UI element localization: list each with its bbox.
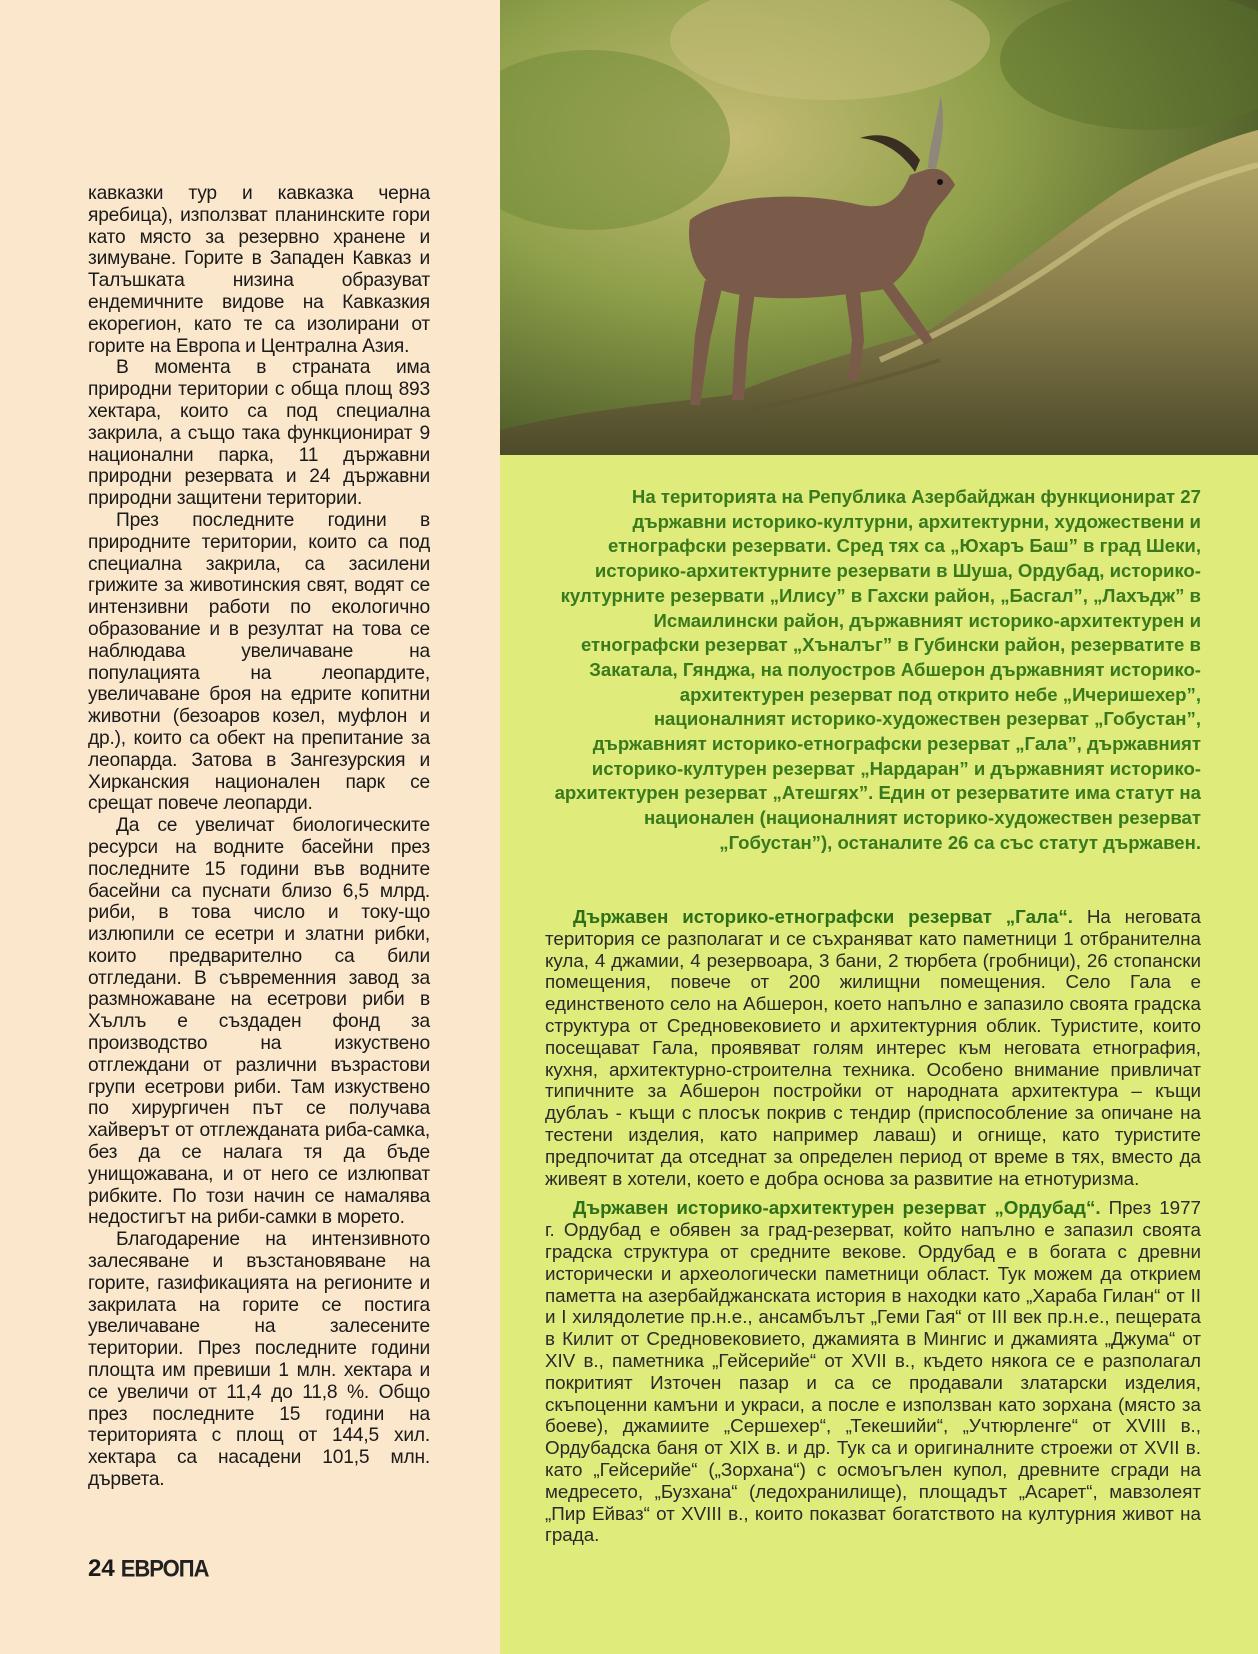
left-paragraph-1: кавказки тур и кавказка черна яребица), използват планинските гори като място за резервно хранене и зимуване. Горите в Западен Кавказ и Талъшката низина образуват ендемичните видове на Кавказкия екорегион, като те са изолирани от горите на Европа и Централна Азия.	[88, 183, 430, 357]
gala-body: На неговата територия се разполагат и се съхраняват като паметници 1 отбранителна кула, 4 джамии, 4 резервоара, 3 бани, 2 тюрбета (гробници), 26 стопански помещения, повече от 200 жилищни помещения. Село Гала е единственото село на Абшерон, което напълно е запазило своята градска структура от Средновековието и архитектурния облик. Туристите, които посещават Гала, проявяват голям интерес към неговата етнография, кухня, архитектурно-строителна техника. Особено внимание привличат типичните за Абшерон постройки от народната архитектура – къщи дублаъ - къщи с плосък покрив с тендир (приспособление за опичане на тестени изделия, като например лаваш) и огнище, като туристите предпочитат да отседнат за определен период от време в тях, вместо да живеят в хотели, което е добра основа за развитие на етнотуризма.	[545, 906, 1202, 1189]
gala-heading: Държавен историко-етнографски резерват „Гала“.	[573, 906, 1074, 927]
intro-highlight-text: На територията на Република Азербайджан функционират 27 държавни историко-културни, архитектурни, художествени и етнографски резервати. Сред тях са „Юхаръ Баш” в град Шеки, историко-архитектурните резервати в Шуша, Ордубад, историко-културните резервати „Илису” в Гахски район, „Басгал”, „Лахъдж” в Исмаилински район, държавният историко-архитектурен и етнографски резерват „Хъналъг” в Губински район, резерватите в Закатала, Гянджа, на полуостров Абшерон държавният историко-архитектурен резерват под открито небе „Ичеришехер”, националният историко-художествен резерват „Гобустан”, държавният историко-етнографски резерват „Гала”, държавният историко-културен резерват „Нардаран” и държавният историко-архитектурен резерват „Атешгях”. Един от резерватите има статут на национален (националният историко-художествен резерват „Гобустан”), останалите 26 са със статут държавен.	[554, 486, 1201, 853]
left-paragraph-3: През последните години в природните територии, които са под специална закрила, са засилени грижите за животинския свят, водят се интензивни работи по екологично образование и в резултат на това се наблюдава увеличаване на популацията на леопардите, увеличаване броя на едрите копитни животни (безоаров козел, муфлон и др.), които са обект на препитание за леопарда. Затова в Зангезурския и Хирканския национален парк се срещат повече леопарди.	[88, 509, 430, 815]
ordubad-body: През 1977 г. Ордубад е обявен за град-резерват, който напълно е запазил своята градска структура от средните векове. Ордубад е в богата с древни исторически и археологически паметници област. Тук можем да открием паметта на азербайджанската история в находки като „Хараба Гилан“ от II и I хилядолетие пр.н.е., ансамбълът „Геми Гая“ от III век пр.н.е., пещерата в Килит от Средновековието, джамията в Мингис и джамията „Джума“ от XIV в., паметника „Гейсерийе“ от XVII в., където някога се е разполагал покритият Източен пазар и са се продавали златарски изделия, скъпоценни камъни и украси, а после е използван като зорхана (място за боеве), джамиите „Сершехер“, „Текешийи“, „Учтюрленге“ от XVIII в., Ордубадска баня от XIX в. и др. Тук са и оригиналните строежи от XVII в. като „Гейсерийе“ („Зорхана“) с осмоъгълен купол, древните сгради на медресето, „Бузхана“ (ледохранилище), площадът „Асарет“, мавзолеят „Пир Ейваз“ от XVIII в., които показват богатството на културния живот на града.	[545, 1197, 1201, 1546]
left-paragraph-5: Благодарение на интензивното залесяване и възстановяване на горите, газификацията на регионите и закрилата на горите се постига увеличаване на залесените територии. През последните години площта им превиши 1 млн. хектара и се увеличи от 11,4 до 11,8 %. Общо през последните 15 години на територията с площ от 144,5 хил. хектара са насадени 101,5 млн. дървета.	[88, 1229, 430, 1491]
ibex-photo	[500, 0, 1258, 455]
page-footer	[88, 1555, 208, 1583]
ordubad-paragraph	[545, 1197, 1201, 1546]
left-paragraph-2: В момента в страната има природни територии с обща площ 893 хектара, които са под специална закрила, а също така функционират 9 национални парка, 11 държавни природни резервата и 24 държавни природни защитени територии.	[88, 357, 430, 510]
left-paragraph-4: Да се увеличат биологическите ресурси на водните басейни през последните 15 години във водните басейни са пуснати близо 6,5 млрд. риби, в това число и току-що излюпили се есетри и златни рибки, които предварително са били отгледани. В съвременния завод за размножаване на есетрови риби в Хъллъ е създаден фонд за производство на изкуствено отглеждани от различни възрастови групи есетрови риби. Там изкуствено по хирургичен път се получава хайверът от отглежданата риба-самка, без да се налага тя да бъде унищожавана, и от него се излюпват рибките. По този начин се намалява недостигът на риби-самки в морето.	[88, 815, 430, 1229]
ordubad-heading: Държавен историко-архитектурен резерват „Ордубад“.	[573, 1197, 1101, 1219]
right-column-text	[545, 906, 1201, 1554]
magazine-logo: ЕВРОПА	[120, 1554, 209, 1583]
left-column-text	[88, 183, 430, 1491]
page-number: 24	[88, 1555, 115, 1582]
gala-paragraph	[545, 906, 1201, 1189]
